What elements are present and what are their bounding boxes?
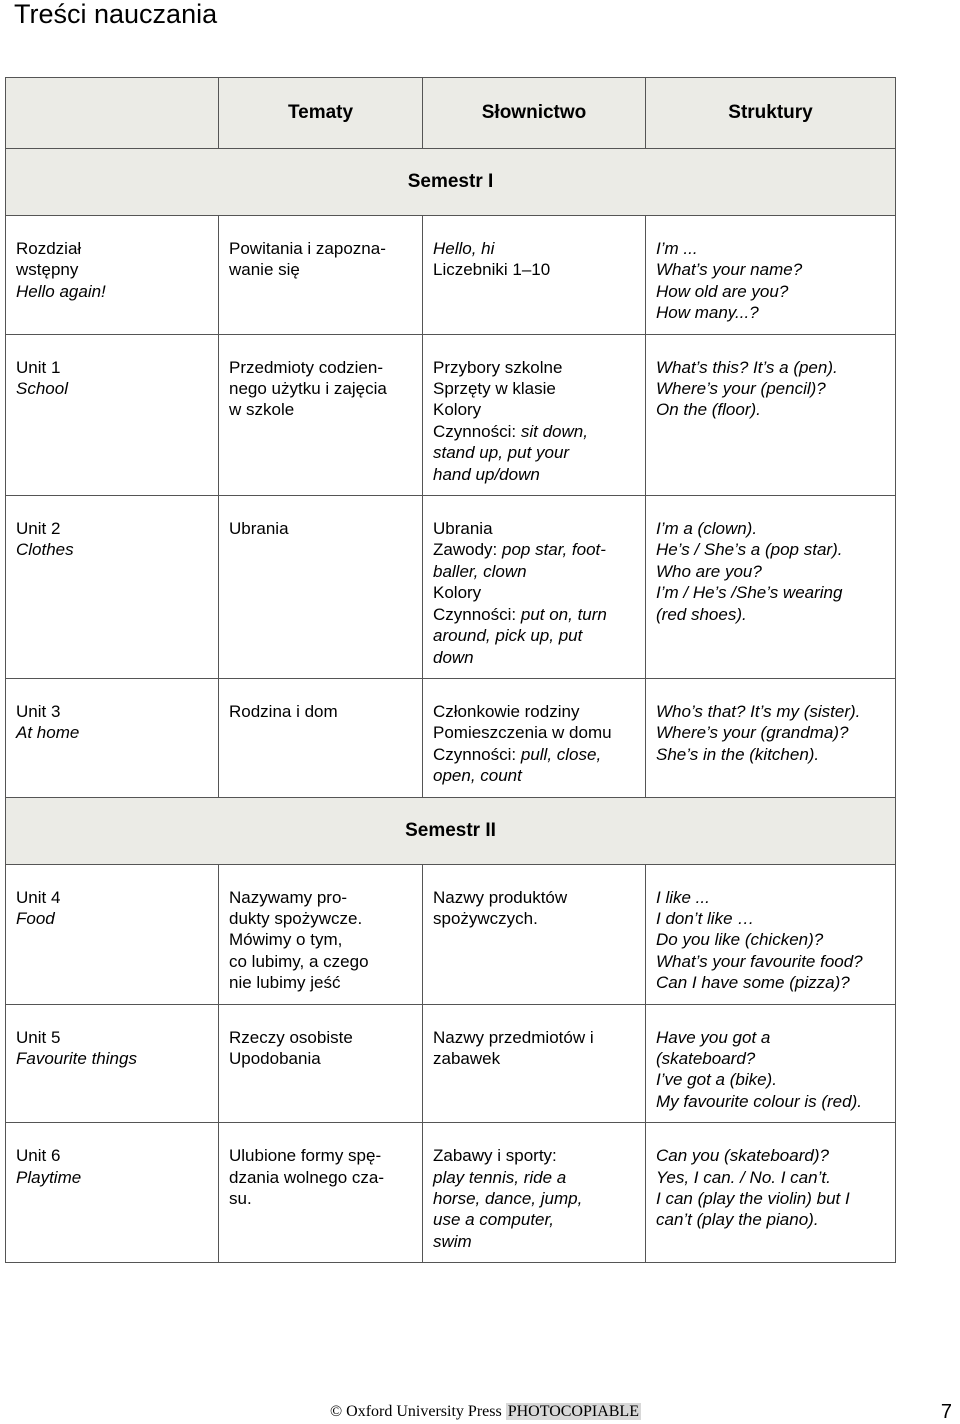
structure-line: (skateboard? [656,1048,756,1068]
structures-cell [646,1004,896,1123]
vocabulary-cell [423,334,646,495]
unit-cell [6,496,219,679]
structure-line: What’s your favourite food? [656,951,863,971]
vocabulary-line [433,1167,641,1188]
page-title: Treści nauczania [14,0,218,29]
unit-name: Clothes [16,540,74,560]
vocabulary-line [433,378,641,399]
topic-line: dukty spożywcze. [229,908,363,928]
vocabulary-example: put on, turn [520,604,607,624]
topic-cell [219,496,423,679]
structure-line: What’s this? It’s a (pen). [656,357,838,377]
structure-line: Can I have some (pizza)? [656,973,850,993]
structure-line: Have you got a [656,1027,771,1047]
vocabulary-line [433,887,641,908]
structures-cell [646,1123,896,1263]
header-cell-empty [6,78,219,149]
structures-cell [646,864,896,1004]
vocabulary-text: baller, clown [433,561,527,581]
topic-line: Ubrania [229,519,289,539]
unit-label: Unit 3 [16,701,61,721]
unit-name: Hello again! [16,281,106,301]
table-row [6,1123,896,1263]
structure-line: How old are you? [656,281,789,301]
vocabulary-cell [423,1123,646,1263]
vocabulary-text: use a computer, [433,1210,554,1230]
vocabulary-cell [423,864,646,1004]
structures-cell [646,216,896,335]
unit-label: Unit 5 [16,1027,61,1047]
unit-name: Favourite things [16,1048,137,1068]
vocabulary-line [433,908,641,929]
vocabulary-text: Kolory [433,400,482,420]
structure-line: I’m a (clown). [656,519,758,539]
vocabulary-line [433,464,641,485]
topic-line: Mówimy o tym, [229,930,343,950]
footer [330,1403,641,1421]
structure-line: Yes, I can. / No. I can’t. [656,1167,831,1187]
structures-cell [646,496,896,679]
table-row [6,334,896,495]
vocabulary-cell [423,678,646,797]
unit-name: School [16,379,68,399]
unit-cell [6,1004,219,1123]
vocabulary-text: Nazwy produktów [433,887,568,907]
table-row [6,216,896,335]
vocabulary-text: Liczebniki 1–10 [433,260,551,280]
vocabulary-line [433,647,641,668]
topic-line: w szkole [229,400,295,420]
vocabulary-line [433,539,641,560]
vocabulary-line [433,1231,641,1252]
table-row [6,678,896,797]
unit-name: Food [16,908,55,928]
vocabulary-line [433,238,641,259]
topic-line: Nazywamy pro- [229,887,348,907]
page-number: 7 [940,1401,952,1423]
topic-cell [219,334,423,495]
unit-name: Playtime [16,1167,82,1187]
structure-line: What’s your name? [656,260,803,280]
vocabulary-text: Przybory szkolne [433,357,563,377]
structures-cell [646,334,896,495]
curriculum-table [5,77,896,1263]
unit-label: Unit 1 [16,357,61,377]
unit-cell [6,216,219,335]
topic-line: su. [229,1189,252,1208]
header-cell-structures: Struktury [646,78,896,149]
structure-line: I’m ... [656,239,698,258]
structure-line: How many...? [656,303,759,323]
vocabulary-line [433,399,641,420]
structure-line: (red shoes). [656,604,747,624]
structure-line: On the (floor). [656,400,761,420]
vocabulary-text: Ubrania [433,519,493,539]
topic-line: Rodzina i dom [229,701,338,721]
semester-row [6,149,896,216]
header-cell-vocabulary: Słownictwo [423,78,646,149]
structure-line: She’s in the (kitchen). [656,744,820,764]
table-row [6,864,896,1004]
vocabulary-text: swim [433,1231,472,1251]
table-row [6,496,896,679]
vocabulary-text: zabawek [433,1048,501,1068]
vocabulary-text: Sprzęty w klasie [433,379,556,399]
vocabulary-line [433,701,641,722]
vocabulary-line [433,259,641,280]
topic-cell [219,678,423,797]
unit-cell [6,678,219,797]
topic-cell [219,1004,423,1123]
vocabulary-line [433,765,641,786]
vocabulary-cell [423,496,646,679]
vocabulary-line [433,582,641,603]
structure-line: My favourite colour is (red). [656,1091,862,1111]
topic-cell [219,864,423,1004]
structure-line: I like ... [656,887,710,907]
structure-line: I can (play the violin) but I [656,1189,850,1208]
topic-line: Rzeczy osobiste [229,1027,353,1047]
vocabulary-example: pull, close, [520,744,602,764]
vocabulary-example: pop star, foot- [501,540,606,560]
vocabulary-text: stand up, put your [433,443,570,463]
unit-label: Unit 4 [16,887,61,907]
structure-line: I’m / He’s /She’s wearing [656,583,843,603]
structure-line: Where’s your (grandma)? [656,723,849,743]
structure-line: I don’t like … [656,908,755,928]
vocabulary-text: down [433,647,474,667]
topic-line: Przedmioty codzien- [229,357,384,377]
header-cell-topics: Tematy [219,78,423,149]
semester-2-heading: Semestr II [6,797,896,864]
vocabulary-text: horse, dance, jump, [433,1189,583,1208]
topic-line: nie lubimy jeść [229,973,341,993]
semester-1-heading: Semestr I [6,149,896,216]
vocabulary-example: sit down, [520,421,588,441]
topic-cell [219,216,423,335]
topic-line: co lubimy, a czego [229,951,369,971]
structure-line: Can you (skateboard)? [656,1146,829,1166]
table-row [6,1004,896,1123]
structure-line: Do you like (chicken)? [656,930,824,950]
vocabulary-line [433,1027,641,1048]
table-header-row [6,78,896,149]
vocabulary-line [433,625,641,646]
vocabulary-line [433,357,641,378]
vocabulary-line [433,442,641,463]
unit-cell [6,1123,219,1263]
vocabulary-text: Czynności: [433,604,521,624]
vocabulary-text: hand up/down [433,464,540,484]
structure-line: can’t (play the piano). [656,1210,819,1230]
topic-line: wanie się [229,260,300,280]
vocabulary-line [433,561,641,582]
structure-line: He’s / She’s a (pop star). [656,540,843,560]
vocabulary-text: play tennis, ride a [433,1167,567,1187]
vocabulary-line [433,1048,641,1069]
topic-line: Ulubione formy spę- [229,1146,382,1166]
structure-line: Who are you? [656,561,762,581]
topic-line: nego użytku i zajęcia [229,379,387,399]
unit-label: Unit 6 [16,1146,61,1166]
vocabulary-cell [423,216,646,335]
vocabulary-text: around, pick up, put [433,626,583,646]
semester-row [6,797,896,864]
unit-label: Unit 2 [16,519,61,539]
vocabulary-cell [423,1004,646,1123]
structure-line: I’ve got a (bike). [656,1070,777,1090]
structure-line: Who’s that? It’s my (sister). [656,701,861,721]
unit-name: At home [16,723,80,743]
vocabulary-line [433,421,641,442]
vocabulary-text: Nazwy przedmiotów i [433,1027,594,1047]
vocabulary-text: spożywczych. [433,908,538,928]
vocabulary-line [433,1209,641,1230]
vocabulary-line [433,604,641,625]
vocabulary-text: Kolory [433,583,482,603]
structures-cell [646,678,896,797]
vocabulary-line [433,722,641,743]
vocabulary-text: Zabawy i sporty: [433,1146,557,1166]
copyright-text: © Oxford University Press [330,1403,502,1420]
vocabulary-text: open, count [433,766,522,786]
structure-line: Where’s your (pencil)? [656,379,826,399]
topic-line: dzania wolnego cza- [229,1167,384,1187]
topic-line: Upodobania [229,1048,321,1068]
vocabulary-text: Czynności: [433,744,521,764]
topic-line: Powitania i zapozna- [229,239,386,258]
vocabulary-text: Hello, hi [433,239,495,258]
vocabulary-line [433,1145,641,1166]
vocabulary-text: Pomieszczenia w domu [433,723,612,743]
vocabulary-text: Zawody: [433,540,502,560]
unit-cell [6,864,219,1004]
vocabulary-line [433,518,641,539]
vocabulary-text: Członkowie rodziny [433,701,580,721]
vocabulary-line [433,744,641,765]
photocopiable-label: PHOTOCOPIABLE [507,1403,639,1420]
unit-label: Rozdział [16,239,82,258]
unit-label: wstępny [16,260,79,280]
vocabulary-line [433,1188,641,1209]
vocabulary-text: Czynności: [433,421,521,441]
unit-cell [6,334,219,495]
topic-cell [219,1123,423,1263]
